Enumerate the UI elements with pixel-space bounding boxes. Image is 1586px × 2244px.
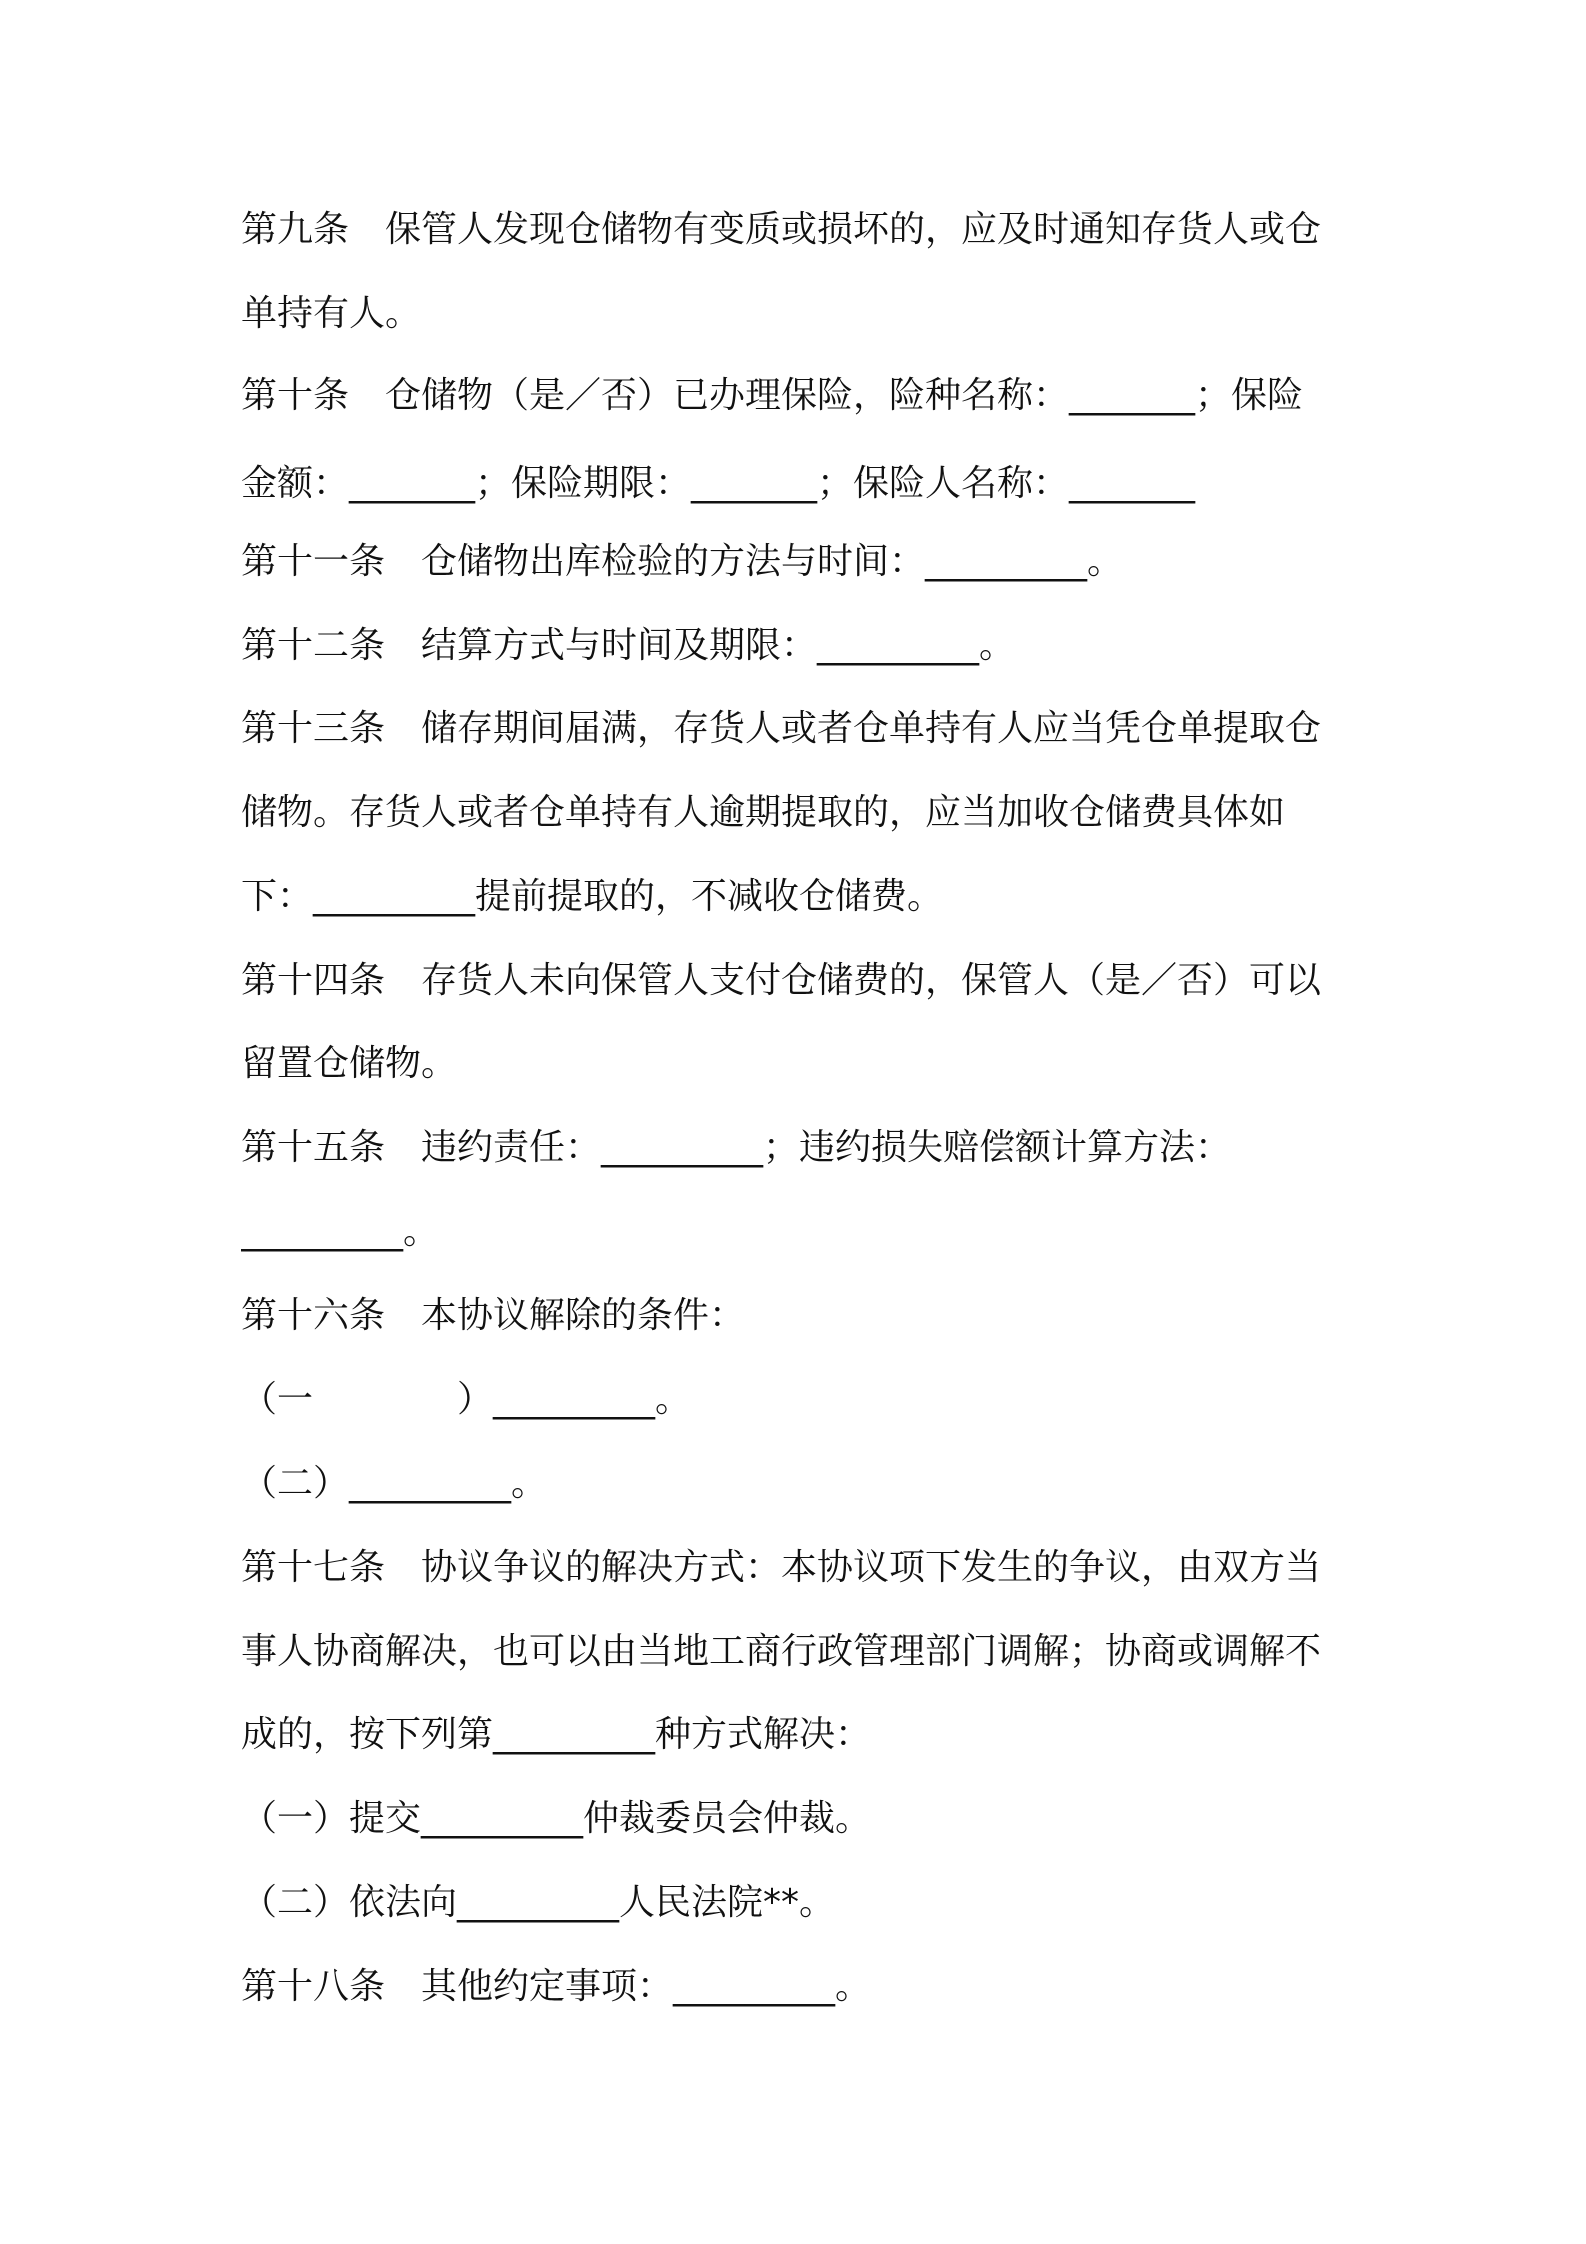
article-15-line-1: 第十五条 违约责任：_________；违约损失赔偿额计算方法： xyxy=(241,1127,1232,1168)
article-16-item-2: （二）_________。 xyxy=(241,1463,548,1504)
article-17-item-1: （一）提交_________仲裁委员会仲裁。 xyxy=(241,1798,872,1839)
article-13-line-2: 储物。存货人或者仓单持有人逾期提取的，应当加收仓储费具体如 xyxy=(241,792,1286,833)
article-13-line-3: 下：_________提前提取的，不减收仓储费。 xyxy=(241,876,944,917)
article-10-line-2: 金额：_______；保险期限：_______；保险人名称：_______ xyxy=(241,463,1196,504)
article-16-item-1: （一 ）_________。 xyxy=(241,1379,692,1420)
article-15-line-2: _________。 xyxy=(241,1211,440,1252)
article-17-line-1: 第十七条 协议争议的解决方式：本协议项下发生的争议，由双方当 xyxy=(241,1547,1322,1588)
article-12-line: 第十二条 结算方式与时间及期限：_________。 xyxy=(241,625,1016,666)
article-10-line-1: 第十条 仓储物（是／否）已办理保险，险种名称：_______；保险 xyxy=(241,375,1304,416)
article-9-line-2: 单持有人。 xyxy=(241,293,422,334)
article-17-item-2: （二）依法向_________人民法院**。 xyxy=(241,1882,836,1923)
article-16-line: 第十六条 本协议解除的条件： xyxy=(241,1295,746,1336)
article-17-line-2: 事人协商解决，也可以由当地工商行政管理部门调解；协商或调解不 xyxy=(241,1631,1322,1672)
article-14-line-1: 第十四条 存货人未向保管人支付仓储费的，保管人（是／否）可以 xyxy=(241,960,1322,1001)
article-9-line-1: 第九条 保管人发现仓储物有变质或损坏的，应及时通知存货人或仓 xyxy=(241,209,1322,250)
article-11-line: 第十一条 仓储物出库检验的方法与时间：_________。 xyxy=(241,541,1124,582)
article-13-line-1: 第十三条 储存期间届满，存货人或者仓单持有人应当凭仓单提取仓 xyxy=(241,708,1322,749)
article-14-line-2: 留置仓储物。 xyxy=(241,1043,458,1084)
article-17-line-3: 成的，按下列第_________种方式解决： xyxy=(241,1714,872,1755)
article-18-line: 第十八条 其他约定事项：_________。 xyxy=(241,1966,872,2007)
